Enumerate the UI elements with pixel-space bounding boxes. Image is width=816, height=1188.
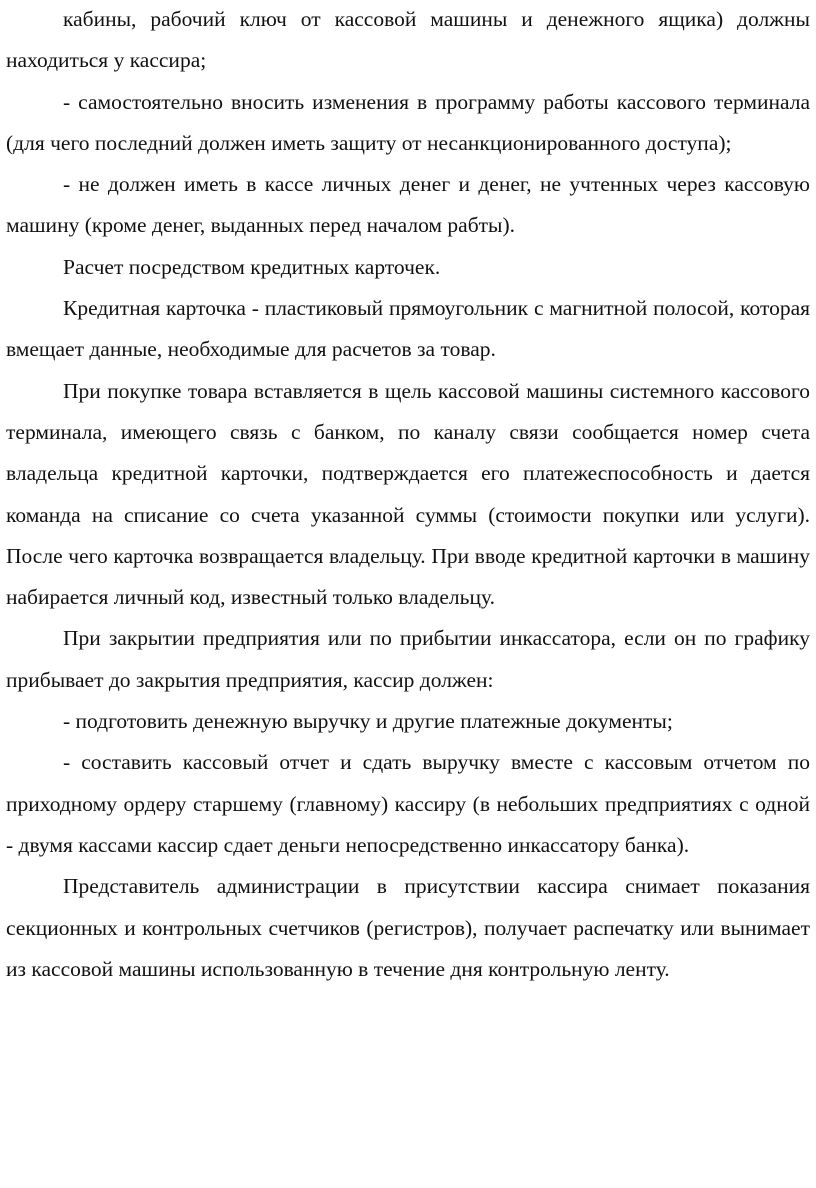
paragraph-administration-readings: Представитель администрации в присутствии кассира снимает показания секционных и контрольных счетчиков (регистров), получает распечатку или вынимает из кассовой машины использованную в течение дня контрольную ленту. — [6, 874, 810, 981]
list-item-self-modify: - самостоятельно вносить изменения в программу работы кассового терминала (для чего последний должен иметь защиту от несанкционированного доступа); — [6, 89, 810, 155]
paragraph-credit-card-definition: Кредитная карточка - пластиковый прямоугольник с магнитной полосой, которая вмещает данные, необходимые для расчетов за товар. — [6, 296, 810, 362]
section-heading-credit-cards: Расчет посредством кредитных карточек. — [63, 254, 441, 279]
paragraph-closing-duties: При закрытии предприятия или по прибытии инкассатора, если он по графику прибывает до закрытия предприятия, кассир должен: — [6, 626, 810, 692]
document-body — [6, 0, 810, 990]
paragraph-continuation: кабины, рабочий ключ от кассовой машины и денежного ящика) должны находиться у кассира; — [6, 7, 810, 73]
list-item-personal-money: - не должен иметь в кассе личных денег и денег, не учтенных через кассовую машину (кроме денег, выданных перед началом рабты). — [6, 172, 810, 238]
list-item-cash-report: - составить кассовый отчет и сдать выручку вместе с кассовым отчетом по приходному ордеру старшему (главному) кассиру (в небольших предприятиях с одной - двумя кассами кассир сдает деньги непосредственно инкассатору банка). — [6, 750, 810, 857]
list-item-prepare-revenue: - подготовить денежную выручку и другие платежные документы; — [63, 709, 673, 734]
paragraph-card-payment-process: При покупке товара вставляется в щель кассовой машины системного кассового терминала, имеющего связь с банком, по каналу связи сообщается номер счета владельца кредитной карточки, подтверждается его платежеспособность и дается команда на списание со счета указанной суммы (стоимости покупки или услуги). После чего карточка возвращается владельцу. При вводе кредитной карточки в машину набирается личный код, известный только владельцу. — [6, 378, 810, 610]
